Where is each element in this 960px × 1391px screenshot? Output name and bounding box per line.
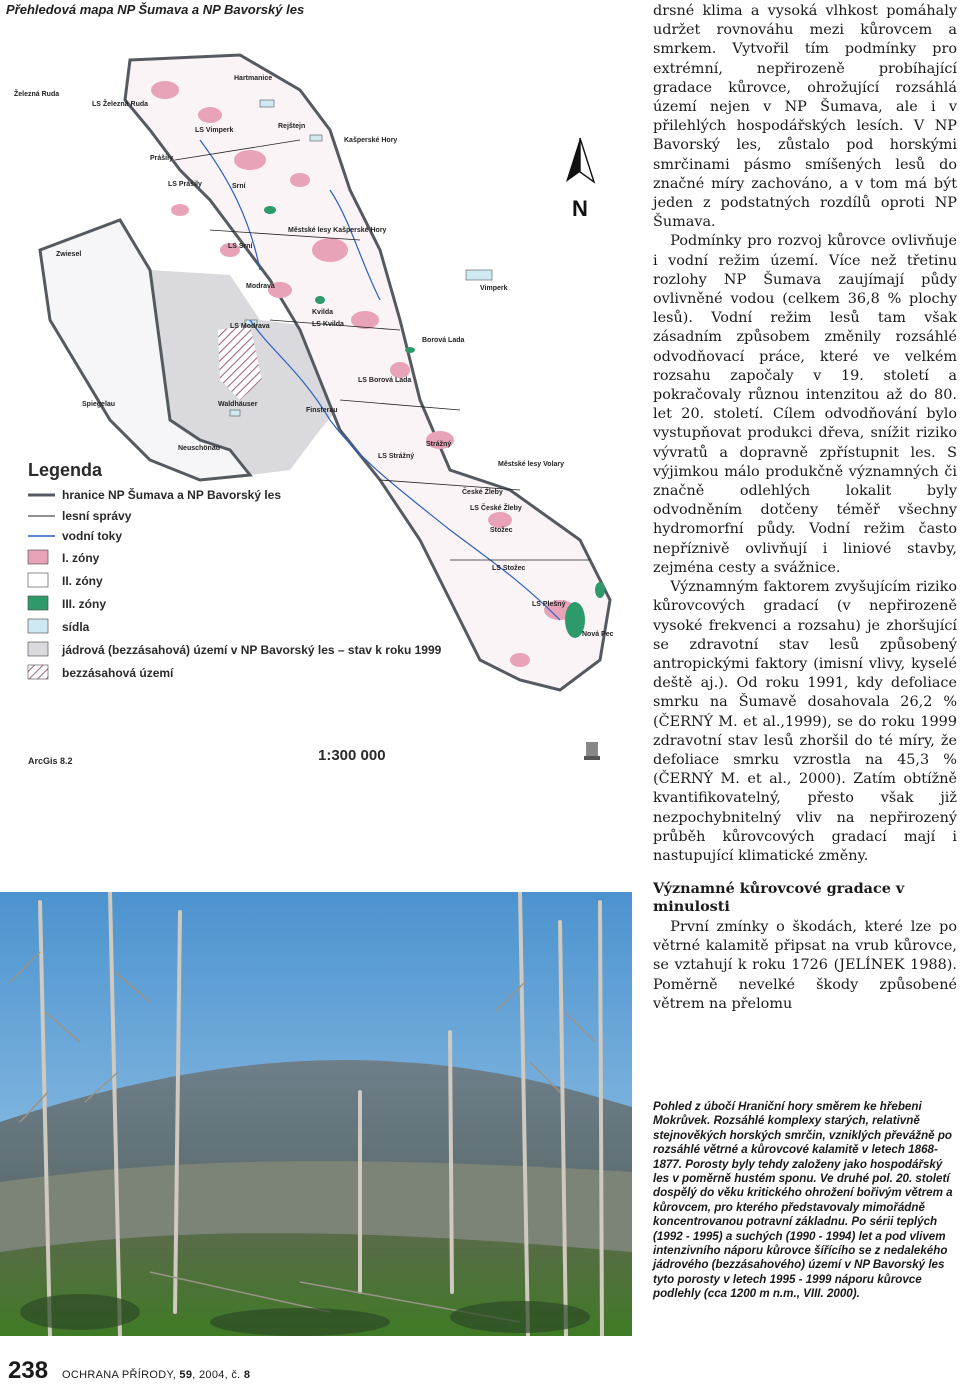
svg-text:LS Strážný: LS Strážný: [378, 453, 415, 460]
page-number: 238: [8, 1357, 49, 1384]
park-map: [0, 20, 640, 780]
journal-citation: [62, 1369, 250, 1381]
north-arrow-icon: [566, 138, 594, 221]
svg-text:České Žleby: České Žleby: [462, 489, 503, 496]
svg-text:bezzásahová území: bezzásahová území: [62, 666, 174, 680]
map-title: Přehledová mapa NP Šumava a NP Bavorský les: [6, 2, 305, 17]
svg-text:vodní toky: vodní toky: [62, 529, 123, 543]
svg-text:Prášily: Prášily: [150, 155, 173, 162]
article-column-lower: [653, 918, 957, 1014]
page-footer: [8, 1357, 250, 1385]
svg-text:Waldhäuser: Waldhäuser: [218, 401, 258, 408]
svg-text:Spiegelau: Spiegelau: [82, 401, 116, 408]
svg-text:sídla: sídla: [62, 620, 90, 634]
svg-text:Kašperské Hory: Kašperské Hory: [344, 137, 398, 144]
svg-text:Železná Ruda: Železná Ruda: [14, 91, 60, 98]
svg-text:LS Modrava: LS Modrava: [230, 323, 270, 330]
journal-year-issue: , 2004, č.: [192, 1369, 241, 1381]
svg-text:Kvilda: Kvilda: [312, 309, 334, 316]
svg-text:I. zóny: I. zóny: [62, 551, 100, 565]
svg-text:Strážný: Strážný: [426, 441, 452, 448]
map-graphic: [0, 20, 640, 780]
svg-text:LS Stožec: LS Stožec: [492, 565, 526, 572]
svg-text:LS Kvilda: LS Kvilda: [312, 321, 344, 328]
svg-text:III. zóny: III. zóny: [62, 597, 107, 611]
map-legend: [28, 460, 442, 680]
svg-text:LS Vimperk: LS Vimperk: [195, 127, 234, 134]
photo-caption: Pohled z úbočí Hraniční hory směrem ke hřebeni Mokrůvek. Rozsáhlé komplexy starých, relativně stejnověkých horských smrčin, vzniklých převážně po rozsáhlé větrné a kůrovcové kalamitě v letech 1868-1877. Porosty byly tehdy založeny jako hospodářský les v poměrně hustém sponu. Ve druhé pol. 20. století dospělý do věku kritického ohrožení bořivým větrem a kůrovcem, pro kterého představovaly mimořádně koncentrovanou potravní základnu. Po sérii teplých (1992 - 1995) a suchých (1990 - 1994) let a pod vlivem intenzivního náporu kůrovce šířícího se z nedalekého jádrového (bezzásahového) území v NP Bavorský les tyto porosty v letech 1995 - 1999 náporu kůrovce podlehly (cca 1200 m n.m., VIII. 2000).: [653, 1100, 953, 1301]
forest-photo: [0, 892, 632, 1336]
svg-text:lesní správy: lesní správy: [62, 509, 132, 523]
svg-text:Modrava: Modrava: [246, 283, 275, 290]
institution-logo-icon: [584, 742, 600, 760]
svg-text:Vimperk: Vimperk: [480, 285, 508, 292]
svg-text:Rejštejn: Rejštejn: [278, 123, 306, 130]
svg-text:LS Plešný: LS Plešný: [532, 601, 566, 608]
svg-text:LS Železná Ruda: LS Železná Ruda: [92, 101, 149, 108]
svg-text:Srní: Srní: [232, 183, 246, 190]
svg-text:Městské lesy Kašperské Hory: Městské lesy Kašperské Hory: [288, 227, 387, 234]
article-paragraph: První zmínky o škodách, které lze po větrné kalamitě připsat na vrub kůrovce, se vztahují k roku 1726 (JELÍNEK 1988). Poměrně nevelké škody způsobené větrem na přelomu: [653, 919, 957, 1012]
svg-text:LS Srní: LS Srní: [228, 243, 253, 250]
article-paragraph: Podmínky pro rozvoj kůrovce ovlivňuje i vodní režim území. Více než třetinu rozlohy NP Šumava zaujímají půdy ovlivněné vodou (celkem 36,8 % plochy lesů). Vodní režim lesů tam však zásadním způsobem změnily rozsáhlé odvodňovací práce, které ve velkém rozsahu započaly v 19. století a pokračovaly různou intenzitou až do 80. let 20. století. Cílem odvodňování bylo vystupňovat produkci dřeva, snížit riziko vývratů a dopravně zpřístupnit les. S výjimkou málo produkčně významných či značně odlehlých lokalit byly odvodněním dotčeny téměř všechny hydromorfní půdy. Vodní režim často nepříznivě ovlivňují i liniové stavby, zejména cesty a svážnice.: [653, 233, 957, 576]
svg-text:Nová Pec: Nová Pec: [582, 631, 614, 638]
svg-text:LS České Žleby: LS České Žleby: [470, 505, 522, 512]
svg-text:hranice NP Šumava a NP Bavorsk: hranice NP Šumava a NP Bavorský les: [62, 488, 282, 502]
svg-text:Borová Lada: Borová Lada: [422, 337, 465, 344]
svg-text:Neuschönau: Neuschönau: [178, 445, 221, 452]
software-credit: ArcGis 8.2: [28, 756, 73, 766]
svg-text:LS Prášily: LS Prášily: [168, 181, 202, 188]
svg-text:Hartmanice: Hartmanice: [234, 75, 273, 82]
svg-text:Finsterau: Finsterau: [306, 407, 338, 414]
svg-text:Stožec: Stožec: [490, 527, 513, 534]
svg-text:Zwiesel: Zwiesel: [56, 251, 82, 258]
article-column: [653, 2, 957, 866]
svg-text:LS Borová Lada: LS Borová Lada: [358, 377, 412, 384]
article-paragraph: Významným faktorem zvyšujícím riziko kůrovcových gradací (v nepřirozeně vysoké frekvenci a rozsahu) je zhoršující se zdravotní stav lesů způsobený antropickými faktory (imisní vlivy, kyselé deště aj.). Od roku 1991, kdy defoliace smrku na Šumavě dosahovala 26,2 % (ČERNÝ M. et al.,1999), se do roku 1999 zdravotní stav lesů zhoršil do té míry, že defoliace smrku vzrostla na 45,3 % (ČERNÝ M. et al., 2000). Zatím obtížně kvantifikovatelný, přesto však již nezpochybnitelný vliv na nepřirozený průběh kůrovcových gradací mají i nastupující klimatické změny.: [653, 579, 957, 864]
svg-text:Městské lesy Volary: Městské lesy Volary: [498, 461, 565, 468]
article-paragraph: drsné klima a vysoká vlhkost pomáhaly udržet rovnováhu mezi kůrovcem a smrkem. Vytvořil tím podmínky pro extrémní, nepřirozeně probíhající gradace kůrovce, ohrožující rozsáhlá území nejen v NP Šumava, ale i v přilehlých hospodářských lesích. V NP Bavorský les, zůstalo pod horskými smrčinami pásmo smíšených lesů do značné míry zachováno, a v tom má být jeden z podstatných rozdílů oproti NP Šumava.: [653, 3, 957, 231]
svg-text:Legenda: Legenda: [28, 460, 103, 480]
journal-volume: 59: [179, 1369, 193, 1381]
svg-text:II. zóny: II. zóny: [62, 574, 103, 588]
section-heading: Významné kůrovcové gradace v minulosti: [653, 880, 905, 915]
map-scale: 1:300 000: [318, 747, 386, 764]
svg-text:jádrová (bezzásahová) území v: jádrová (bezzásahová) území v NP Bavorský les – stav k roku 1999: [62, 643, 442, 657]
journal-name: OCHRANA PŘÍRODY,: [62, 1369, 177, 1381]
svg-text:N: N: [572, 196, 588, 221]
journal-issue: 8: [243, 1369, 251, 1381]
